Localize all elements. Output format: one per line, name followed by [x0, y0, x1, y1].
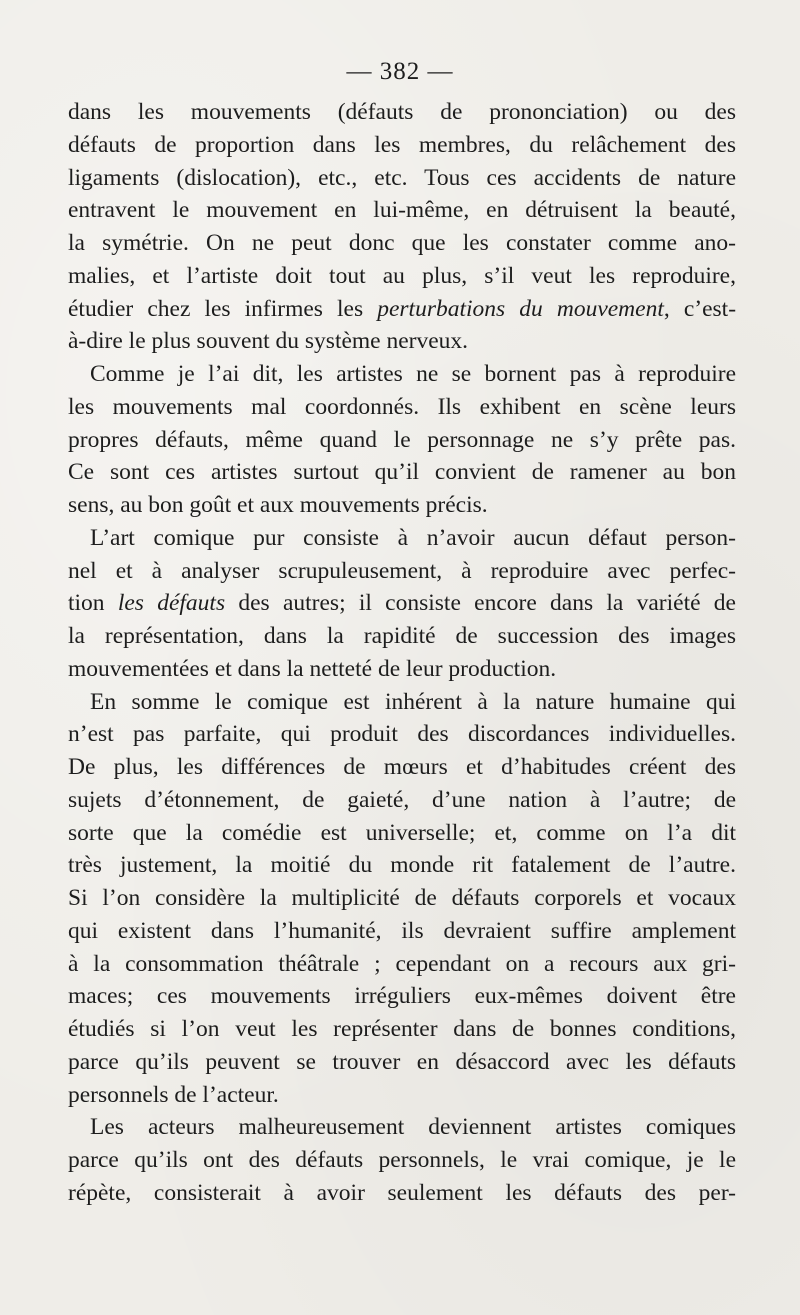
- text-segment: tion: [68, 590, 118, 617]
- paragraph-2: [68, 358, 736, 522]
- text-line: Si l’on considère la multiplicité de défauts corporels et vocaux: [68, 885, 736, 911]
- text-line: Les acteurs malheureusement deviennent artistes comiques: [90, 1114, 736, 1141]
- text-line: les mouvements mal coordonnés. Ils exhibent en scène leurs: [68, 393, 736, 420]
- text-line: maces; ces mouvements irréguliers eux-mêmes doivent être: [68, 983, 736, 1010]
- text-segment: étudier chez les infirmes les: [68, 295, 378, 322]
- text-segment: , c’est-: [663, 295, 737, 322]
- text-line: la représentation, dans la rapidité de succession des images: [68, 623, 736, 649]
- text-line: sujets d’étonnement, de gaieté, d’une nation à l’autre; de: [68, 786, 736, 813]
- page-number: — 382 —: [346, 58, 454, 85]
- body-text: [68, 96, 736, 1210]
- text-line: parce qu’ils ont des défauts personnels, le vrai comique, je le: [68, 1147, 736, 1173]
- text-line: sens, au bon goût et aux mouvements précis.: [68, 492, 488, 518]
- paragraph-1: [68, 96, 736, 358]
- text-line: défauts de proportion dans les membres, du relâchement des: [68, 131, 736, 158]
- text-line: parce qu’ils peuvent se trouver en désaccord avec les défauts: [68, 1048, 736, 1075]
- text-line: n’est pas parfaite, qui produit des discordances individuelles.: [68, 721, 736, 748]
- text-line: dans les mouvements (défauts de prononciation) ou des: [68, 99, 736, 125]
- text-segment: des autres; il consiste encore dans la variété de: [225, 590, 736, 617]
- text-line: répète, consisterait à avoir seulement les défauts des per-: [68, 1179, 736, 1206]
- paragraph-5: [68, 1111, 736, 1209]
- text-line: entravent le mouvement en lui-même, en détruisent la beauté,: [68, 197, 736, 224]
- text-line: Ce sont ces artistes surtout qu’il convient de ramener au bon: [68, 459, 736, 486]
- text-line: [68, 587, 736, 620]
- paragraph-4: [68, 686, 736, 1112]
- italic-phrase: perturbations du mouvement: [377, 295, 664, 322]
- text-line: mouvementées et dans la netteté de leur production.: [68, 655, 557, 682]
- text-line: à la consommation théâtrale ; cependant on a recours aux gri-: [68, 950, 736, 977]
- text-line: sorte que la comédie est universelle; et, comme on l’a dit: [68, 819, 736, 846]
- text-line: qui existent dans l’humanité, ils devraient suffire amplement: [68, 917, 736, 944]
- text-line: étudiés si l’on veut les représenter dans de bonnes conditions,: [68, 1016, 736, 1042]
- text-line: En somme le comique est inhérent à la nature humaine qui: [90, 688, 736, 715]
- text-line: Comme je l’ai dit, les artistes ne se bornent pas à reproduire: [90, 361, 736, 387]
- paragraph-3: [68, 522, 736, 686]
- text-line: propres défauts, même quand le personnage ne s’y prête pas.: [68, 426, 736, 453]
- text-line: nel et à analyser scrupuleusement, à reproduire avec perfec-: [68, 557, 736, 584]
- text-line: De plus, les différences de mœurs et d’habitudes créent des: [68, 754, 736, 780]
- text-line: à-dire le plus souvent du système nerveux.: [68, 328, 469, 355]
- text-line: la symétrie. On ne peut donc que les constater comme ano-: [68, 230, 736, 256]
- text-line: personnels de l’acteur.: [68, 1081, 279, 1108]
- italic-phrase: les défauts: [117, 590, 226, 617]
- text-line: très justement, la moitié du monde rit fatalement de l’autre.: [68, 852, 736, 879]
- text-line: L’art comique pur consiste à n’avoir aucun défaut person-: [90, 524, 736, 551]
- text-line: [68, 293, 736, 326]
- text-line: ligaments (dislocation), etc., etc. Tous ces accidents de nature: [68, 164, 736, 191]
- text-line: malies, et l’artiste doit tout au plus, s’il veut les reproduire,: [68, 262, 736, 289]
